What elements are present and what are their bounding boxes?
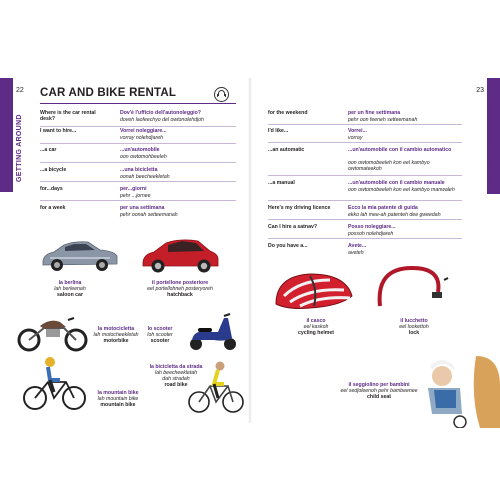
right-section-label: CAR AND BIKE RENTAL (486, 101, 493, 188)
phrase-italian: per una settimana (120, 205, 165, 211)
phrase-italian: Posso noleggiare... (348, 224, 396, 230)
hatchback-car-icon (140, 235, 222, 277)
caption-italian: il lucchetto (400, 318, 428, 324)
phrase-english: ...a bicycle (40, 167, 67, 173)
caption-pronunciation-2: dah stradah (162, 376, 190, 383)
phrase-pronunciation: oon owtomobeeleh kon eel kambyo manwaleh (348, 186, 455, 193)
phrase-italian: per un fine settimana (348, 110, 401, 116)
book-spine (248, 78, 252, 423)
caption-pronunciation: eel portellohneh posteryoreh (147, 286, 213, 293)
phrase-english: Where is the car rental desk? (40, 110, 96, 123)
phrase-pronunciation: vorray nolehdjareh (120, 134, 163, 141)
caption-pronunciation: eel lookettoh (399, 324, 429, 331)
row-divider (268, 238, 462, 239)
phrase-pronunciation: oonah beecheekletah (120, 173, 170, 180)
phrase-english: ...an automatic (268, 147, 305, 153)
scooter-icon (184, 310, 240, 352)
phrase-pronunciation: possoh nolehdjareh (348, 230, 394, 237)
row-divider (40, 126, 236, 127)
left-page-number: 22 (16, 87, 24, 94)
page-title: CAR AND BIKE RENTAL (40, 87, 177, 99)
phrase-pronunciation: pehr oon feeneh setteemanah (348, 116, 418, 123)
caption-italian: il casco (306, 318, 326, 324)
right-page-number: 23 (476, 87, 484, 94)
phrase-italian: Vorrei noleggiare... (120, 128, 167, 134)
caption-hatchback (140, 280, 220, 298)
caption-italian: il seggiolino per bambini (348, 382, 410, 388)
caption-english: cycling helmet (297, 330, 335, 337)
phrase-english: Here's my driving licence (268, 205, 331, 211)
headphones-icon[interactable] (214, 87, 229, 102)
phrase-italian: Dov'è l'ufficio dell'autonoleggio? (120, 110, 201, 116)
caption-english: saloon car (57, 292, 83, 299)
left-section-tab (0, 78, 13, 192)
caption-saloon-car (30, 280, 110, 298)
phrase-english: Can I hire a satnav? (268, 224, 318, 230)
caption-pronunciation: eel kaskoh (303, 324, 329, 331)
row-divider (40, 143, 236, 144)
phrase-pronunciation: ekko lah mee-ah patenteh dee gweedah (348, 211, 441, 218)
row-divider (268, 175, 462, 176)
caption-pronunciation: loh scooter (147, 332, 173, 339)
caption-english: lock (408, 330, 420, 337)
row-divider (40, 181, 236, 182)
phrase-italian: per...giorni (120, 186, 147, 192)
row-divider (268, 142, 462, 143)
caption-pronunciation: eel sedjoleenoh pehr bambeenee (340, 388, 418, 395)
cycling-helmet-icon (270, 266, 356, 316)
row-divider (40, 162, 236, 163)
phrase-pronunciation: pehr ...jornee (120, 192, 151, 199)
phrase-pronunciation: pehr oonah setteemanah (120, 211, 178, 218)
phrase-italian: Vorrei... (348, 128, 367, 134)
caption-lock (374, 318, 454, 336)
phrase-pronunciation: oon owtomohbeeleh (120, 153, 167, 160)
phrase-english: ...a car (40, 147, 57, 153)
phrase-english: for a week (40, 205, 66, 211)
phrase-english: Do you have a... (268, 243, 308, 249)
caption-english: scooter (150, 338, 170, 345)
phrase-english: for...days (40, 186, 63, 192)
phrase-pronunciation: oon owtomobeeleh kon eel kambyo owtomateekoh (348, 159, 430, 172)
phrase-italian: ...un'automobile con il cambio manuale (348, 180, 445, 186)
caption-child-seat (334, 382, 424, 400)
caption-mountain-bike (78, 390, 158, 408)
phrase-italian: Ecco la mia patente di guida (348, 205, 418, 211)
row-divider (268, 124, 462, 125)
phrase-english: for the weekend (268, 110, 308, 116)
row-divider (268, 200, 462, 201)
caption-pronunciation: lah beecheekletah (154, 370, 198, 377)
caption-english: mountain bike (100, 402, 136, 409)
row-divider (40, 200, 236, 201)
caption-pronunciation: lah mountain bike (97, 396, 139, 403)
phrase-italian: Avete... (348, 243, 367, 249)
caption-pronunciation: lah motocheekletah (93, 332, 139, 339)
caption-english: child seat (367, 394, 391, 401)
phrase-italian: ...un'automobile (120, 147, 160, 153)
caption-english: motorbike (103, 338, 129, 345)
road-bike-icon (188, 360, 244, 414)
caption-pronunciation: lah berleenah (54, 286, 86, 293)
row-divider (268, 219, 462, 220)
phrase-italian: ...una bicicletta (120, 167, 158, 173)
caption-italian: la mountain bike (97, 390, 139, 396)
bike-lock-icon (372, 262, 452, 312)
caption-italian: la motocicletta (97, 326, 135, 332)
phrase-english: I want to hire... (40, 128, 77, 134)
caption-helmet (276, 318, 356, 336)
child-seat-icon (420, 356, 500, 428)
phrase-english: ...a manual (268, 180, 295, 186)
caption-english: road bike (164, 382, 188, 389)
phrase-pronunciation: vorray (348, 134, 363, 141)
phrase-pronunciation: aveteh (348, 249, 364, 256)
title-rule (40, 103, 236, 104)
phrase-pronunciation: doveh laofeechyo del owtonolehdjoh (120, 116, 204, 123)
caption-scooter (130, 326, 190, 344)
caption-italian: la berlina (58, 280, 82, 286)
caption-italian: lo scooter (147, 326, 173, 332)
phrase-italian: ...un'automobile con il cambio automatico (348, 147, 452, 153)
caption-italian: la bicicletta da strada (149, 364, 203, 370)
saloon-car-icon (40, 237, 120, 277)
phrase-english: I'd like... (268, 128, 289, 134)
left-section-label: GETTING AROUND (16, 114, 23, 182)
caption-italian: il portellone posteriore (151, 280, 209, 286)
caption-english: hatchback (167, 292, 193, 299)
